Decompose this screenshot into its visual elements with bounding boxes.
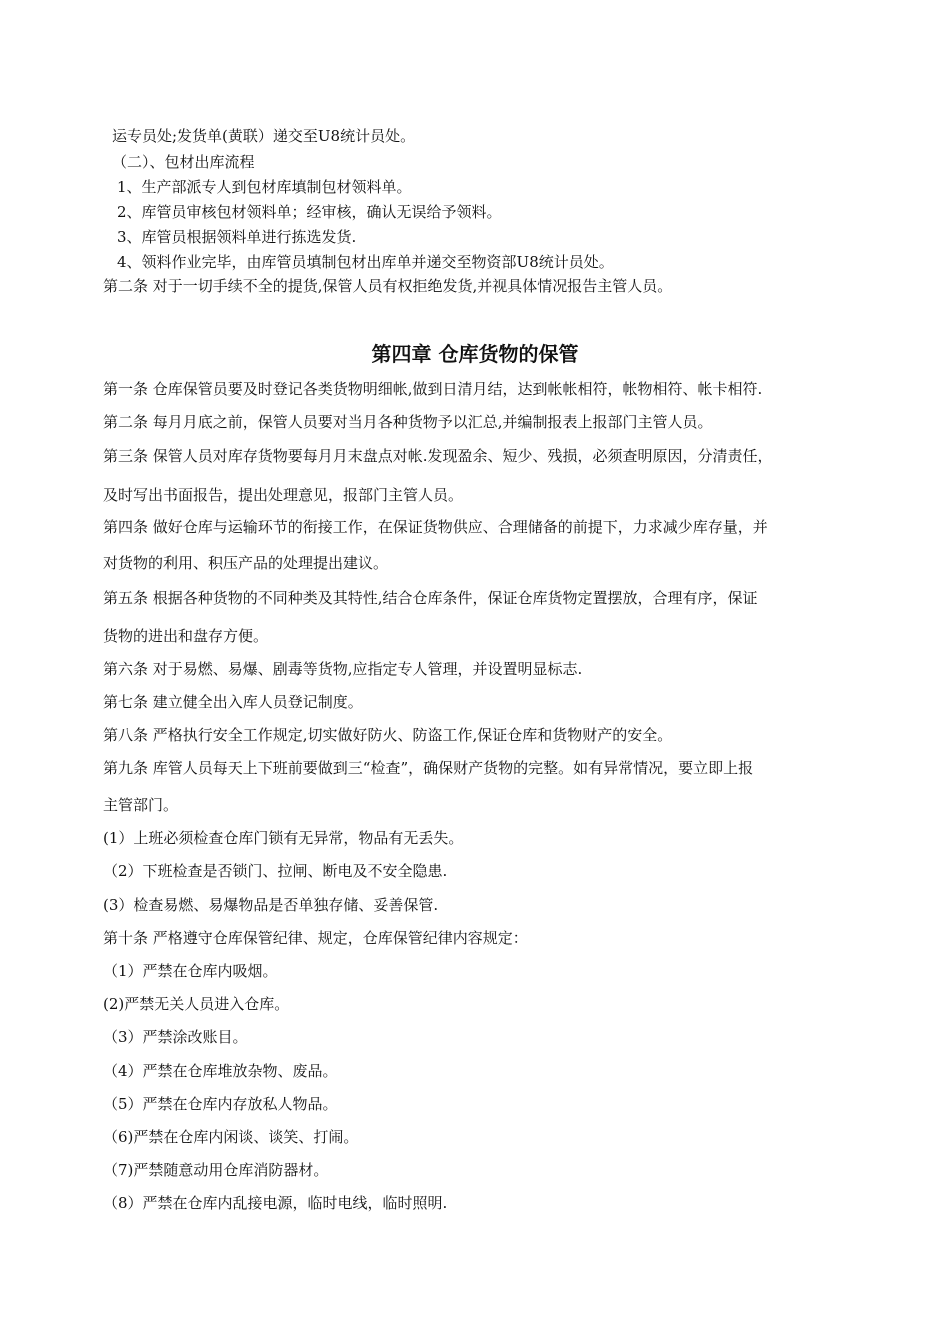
- list-item: （4）严禁在仓库堆放杂物、废品。: [103, 1062, 338, 1080]
- article-paragraph: 第三条 保管人员对库存货物要每月月末盘点对帐.发现盈余、短少、残损，必须查明原因，分清责任，: [103, 447, 773, 465]
- list-item: 3、库管员根据领料单进行拣选发货.: [117, 228, 357, 246]
- list-item: （5）严禁在仓库内存放私人物品。: [103, 1095, 338, 1113]
- article-paragraph-continued: 货物的进出和盘存方便。: [103, 627, 269, 645]
- article-paragraph: 第九条 库管人员每天上下班前要做到三“检查”，确保财产货物的完整。如有异常情况，要立即上报: [103, 759, 754, 777]
- list-item: (1）上班必须检查仓库门锁有无异常，物品有无丢失。: [103, 829, 464, 847]
- article-paragraph: 第四条 做好仓库与运输环节的衔接工作，在保证货物供应、合理储备的前提下，力求减少库存量，并: [103, 518, 768, 536]
- article-paragraph-continued: 及时写出书面报告，提出处理意见，报部门主管人员。: [103, 486, 464, 504]
- list-item: （2）下班检查是否锁门、拉闸、断电及不安全隐患.: [103, 862, 448, 880]
- list-item: 1、生产部派专人到包材库填制包材领料单。: [117, 178, 412, 196]
- list-item: (2)严禁无关人员进入仓库。: [103, 995, 290, 1013]
- article-paragraph-continued: 对货物的利用、积压产品的处理提出建议。: [103, 554, 389, 572]
- paragraph-line: 运专员处;发货单(黄联）递交至U8统计员处。: [112, 127, 416, 145]
- article-paragraph: 第二条 每月月底之前，保管人员要对当月各种货物予以汇总,并编制报表上报部门主管人员。: [103, 413, 713, 431]
- list-item: （1）严禁在仓库内吸烟。: [103, 962, 278, 980]
- list-item: （7)严禁随意动用仓库消防器材。: [103, 1161, 329, 1179]
- list-item: 2、库管员审核包材领料单；经审核，确认无误给予领料。: [117, 203, 502, 221]
- list-item: (3）检查易燃、易爆物品是否单独存储、妥善保管.: [103, 896, 439, 914]
- list-item: （6)严禁在仓库内闲谈、谈笑、打闹。: [103, 1128, 359, 1146]
- section-heading-packaging-outbound: （二）、包材出库流程: [112, 153, 255, 171]
- article-paragraph: 第二条 对于一切手续不全的提货,保管人员有权拒绝发货,并视具体情况报告主管人员。: [103, 277, 673, 295]
- list-item: 4、领料作业完毕，由库管员填制包材出库单并递交至物资部U8统计员处。: [117, 253, 614, 271]
- article-paragraph: 第六条 对于易燃、易爆、剧毒等货物,应指定专人管理，并设置明显标志.: [103, 660, 583, 678]
- chapter-title: 第四章 仓库货物的保管: [371, 342, 579, 366]
- list-item: （3）严禁涂改账目。: [103, 1028, 248, 1046]
- article-paragraph: 第八条 严格执行安全工作规定,切实做好防火、防盗工作,保证仓库和货物财产的安全。: [103, 726, 673, 744]
- article-paragraph: 第十条 严格遵守仓库保管纪律、规定，仓库保管纪律内容规定：: [103, 929, 528, 947]
- list-item: （8）严禁在仓库内乱接电源，临时电线，临时照明.: [103, 1194, 448, 1212]
- article-paragraph: 第五条 根据各种货物的不同种类及其特性,结合仓库条件，保证仓库货物定置摆放，合理有序，保证: [103, 589, 758, 607]
- article-paragraph: 第一条 仓库保管员要及时登记各类货物明细帐,做到日清月结，达到帐帐相符，帐物相符、帐卡相符.: [103, 380, 763, 398]
- article-paragraph: 第七条 建立健全出入库人员登记制度。: [103, 693, 363, 711]
- article-paragraph-continued: 主管部门。: [103, 796, 179, 814]
